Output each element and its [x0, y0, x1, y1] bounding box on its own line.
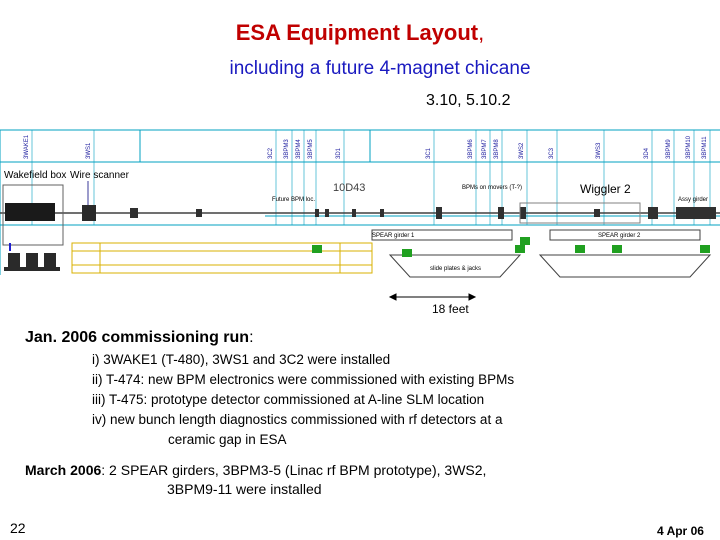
wire-scanner-label: Wire scanner — [70, 170, 129, 181]
reference-numbers: 3.10, 5.10.2 — [426, 92, 511, 109]
stands — [4, 253, 60, 271]
march-line-cont: 3BPM9-11 were installed — [167, 481, 322, 497]
slide-plates-label: slide plates & jacks — [430, 266, 482, 272]
page-number: 22 — [10, 520, 26, 536]
equipment-layout-diagram — [0, 125, 720, 305]
slide-title — [0, 20, 720, 46]
top-tag-label: 3C1 — [426, 147, 432, 159]
march-text: : 2 SPEAR girders, 3BPM3-5 (Linac rf BPM prototype), 3WS2, — [101, 462, 487, 478]
top-tag-label: 3BPM5 — [308, 139, 314, 159]
top-tag-label: 3BPM8 — [494, 139, 500, 159]
top-tag-label: 3BPM11 — [702, 136, 708, 159]
top-tag-label: 3C3 — [549, 147, 555, 159]
wire-scanner — [82, 205, 96, 221]
scale-label: 18 feet — [432, 302, 469, 316]
top-tag-label: 3WS2 — [519, 142, 525, 159]
march-line — [25, 462, 486, 478]
top-tag-labels — [24, 134, 708, 159]
assy-girder-label: Assy girder — [678, 197, 709, 203]
top-tag-label: 3BPM6 — [468, 139, 474, 159]
slide-title-comma: , — [478, 20, 485, 45]
slide-title-text: ESA Equipment Layout — [235, 20, 479, 45]
spear-girder-2-label: SPEAR girder 2 — [598, 233, 641, 239]
top-tag-label: 3WAKE1 — [24, 134, 30, 159]
jan-item-1: i) 3WAKE1 (T-480), 3WS1 and 3C2 were installed — [92, 352, 391, 367]
top-tag-label: 3BPM7 — [482, 139, 488, 159]
jan-item-4: iv) new bunch length diagnostics commissioned with rf detectors at a — [92, 412, 503, 427]
top-tag-label: 3D1 — [336, 147, 342, 159]
spear-girder-1-label: SPEAR girder 1 — [372, 233, 415, 239]
scale-bar — [390, 294, 475, 300]
jan-item-4-cont: ceramic gap in ESA — [168, 432, 287, 447]
march-heading: March 2006 — [25, 462, 102, 478]
jan-item-2: ii) T-474: new BPM electronics were commissioned with existing BPMs — [92, 372, 515, 387]
top-tag-label: 3BPM4 — [296, 139, 302, 159]
top-tag-label: 3BPM3 — [284, 139, 290, 159]
jan-item-3: iii) T-475: prototype detector commissioned at A-line SLM location — [92, 392, 485, 407]
slide-date: 4 Apr 06 — [657, 524, 704, 538]
top-tag-label: 3WS3 — [596, 142, 602, 159]
slide-subtitle: including a future 4-magnet chicane — [229, 58, 531, 79]
jan-heading-text: Jan. 2006 commissioning run — [25, 329, 250, 346]
top-tag-label: 3D4 — [644, 147, 650, 159]
wakefield-box-inner — [5, 203, 55, 221]
top-tag-label: 3WS1 — [86, 142, 92, 159]
wakefield-box-label: Wakefield box — [4, 170, 67, 181]
floor-structure — [72, 243, 372, 273]
top-tag-label: 3BPM9 — [666, 139, 672, 159]
future-bpm-label: Future BPM loc. — [272, 197, 316, 203]
jan-heading — [25, 329, 254, 347]
wiggler-label: Wiggler 2 — [580, 182, 631, 196]
jan-heading-colon: : — [249, 329, 254, 346]
top-tag-label: 3BPM10 — [686, 135, 692, 159]
top-tag-label: 3C2 — [268, 147, 274, 159]
bpm-movers-label: BPMs on movers (T-?) — [462, 185, 523, 191]
tgt-label: 10D43 — [333, 182, 366, 194]
